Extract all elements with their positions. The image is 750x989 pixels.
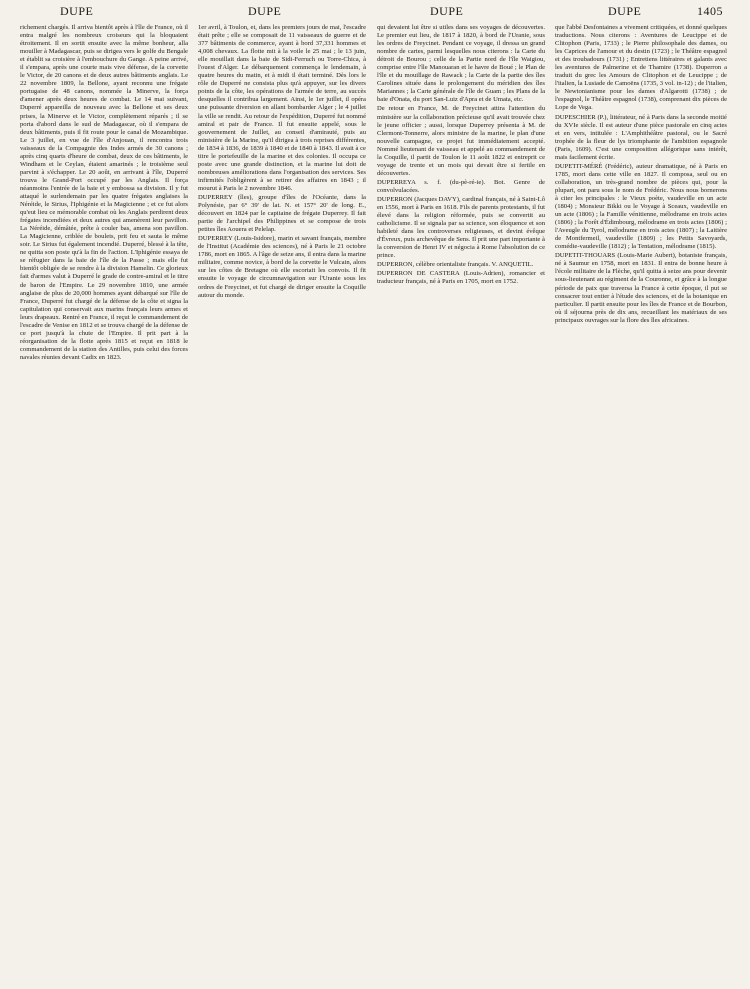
text-column-3 [377,24,545,982]
column-paragraph: DUPERREYA s. f. (du-pè-ré-ie). Bot. Genre de convolvulacées. [377,178,545,194]
column-paragraph: que l'abbé Desfontaines a vivement critiquées, et donné quelques traductions. Nous citerons : Aventures de Leucippe et de Clitophon (Paris, 1733) ; le Pierre philosophale des dames, ou les Caprices de l'amour et du destin (1723) ; le Théâtre espagnol et des troubadours (1731) ; Entretiens littéraires et galants avec les aventures de Palmerine et de Thamire (1738). Duperron a traduit du grec les Amours de Clitophon et de Leucippe ; de l'italien, la Lusiade de Camoëns (1735, 3 vol. in-12) ; de l'italien, le Newtonianisme pour les dames d'Algarotti (1738) ; de l'espagnol, le Théâtre espagnol (1738), comprenant dix pièces de Lope de Vega. [555,24,727,112]
column-paragraph: 1er avril, à Toulon, et, dans les premiers jours de mai, l'escadre était prête ; elle se composait de 11 vaisseaux de guerre et de 377 bâtiments de commerce, ayant à bord 37,331 hommes et 4,008 chevaux. La flotte mit à la voile le 25 mai ; le 13 juin, elle mouillait dans la baie de Sidi-Ferruch ou Torre-Chica, à l'ouest d'Alger. Le débarquement commença le lendemain, à quatre heures du matin, et à midi il était terminé. Dès lors le rôle de Duperré ne consista plus qu'à appuyer, sur les divers points de la côte, les opérations de l'armée de terre, au succès desquelles il contribua largement. Ainsi, le 1er juillet, il opéra une puissante diversion en allant bombarder Alger ; le 4 juillet la ville se rendit. Au retour de l'expédition, Duperré fut nommé amiral et pair de France. Il fut ensuite appelé, sous le gouvernement de Juillet, au conseil d'amirauté, puis au ministère de la Marine, qu'il dirigea à trois reprises différentes, de 1834 à 1836, de 1839 à 1840 et de 1840 à 1843. Il avait à ce titre le portefeuille de la marine et des colonies. Il occupa ce poste avec une grande distinction, et la marine lui doit de nombreuses améliorations dans l'organisation des services. Ses infirmités l'obligèrent à se retirer des affaires en 1843 ; il mourut à Paris le 2 novembre 1846. [198,24,366,192]
column-paragraph: richement chargés. Il arriva bientôt après à l'île de France, où il entra malgré les nombreux croiseurs qui la bloquaient étroitement. Il en sortit ensuite avec la même bonheur, alla mouiller à Madagascar, puis se dirigea vers le golfe du Bengale et établit sa croisière à l'embouchure du Gange. A peine arrivé, il s'empara, après une courte mais vive défense, de la corvette le Victor, de 20 canons et de deux autres bâtiments anglais. Le 22 novembre 1809, la Bellone, ayant reconnu une frégate portugaise de 48 canons, nommée la Minerve, la força d'amener après deux heures de combat. Le 14 mai suivant, Duperré appareilla de nouveau avec la Bellone et ses deux prises, la Minerve et le Victor, complètement réparés ; il se porta d'abord dans le sud de Madagascar, où il s'empara de deux bâtiments, puis il fit route pour le canal de Mozambique. Le 3 juillet, en vue de l'île d'Anjouan, il rencontra trois vaisseaux de la Compagnie des Indes armés de 30 canons ; après cinq quarts d'heure de combat, deux de ces bâtiments, le Windham et le Ceylan, étaient amarinés ; le troisième seul parvint à s'échapper. Le 20 août, en arrivant à l'île, Duperré trouva le Grand-Port occupé par les Anglais. Il força néanmoins l'entrée de la baie et y embossa sa division. Il y fut attaqué le surlendemain par les quatre frégates anglaises la Néréide, le Sirius, l'Iphigénie et la Magicienne ; et ce fut alors qu'eut lieu ce mémorable combat où les Anglais perdirent deux frégates incendiées et deux autres qui amenèrent leur pavillon. La Néréide, démâtée, prête à couler bas, amena son pavillon. La Magicienne, criblée de boulets, prit feu et sauta le même soir. Le Sirius fut également incendié. Duperré, blessé à la tête, ne quitta son poste qu'à la fin de l'action. L'Iphigénie essaya de se réfugier dans la baie de l'île de la Passe ; mais elle fut bientôt obligée de se rendre à la division Hamelin. Ce glorieux fait d'armes valut à Duperré le grade de contre-amiral et le titre de baron de l'Empire. Le 29 novembre 1810, une armée anglaise de plus de 20,000 hommes ayant débarqué sur l'île de France, Duperré fut chargé de la défense de la côte et signa la capitulation qui conservait aux marins français leurs armes et leurs drapeaux. Rentré en France, il reçut le commandement de l'escadre de Venise en 1812 et se trouva chargé de la défense de ce port jusqu'à la chute de l'Empire. Il prit part à la réorganisation de la flotte après 1815 et reçut en 1818 le commandement de la station des Antilles, puis celui des forces navales réunies devant Cadix en 1823. [20,24,188,361]
column-paragraph: qui devaient lui être si utiles dans ses voyages de découvertes. Le premier eut lieu, de 1817 à 1820, à bord de l'Uranie, sous les ordres de Freycinet. Pendant ce voyage, il dressa un grand nombre de cartes, parmi lesquelles nous citerons : la Carte du détroit de Bourou ; celle de la Partie nord de l'île Waigiou, comprise entre l'île Manouaran et le havre de Boué ; le Plan de l'île et du mouillage de Rawack ; la Carte de la partie des îles Carolines située dans le prolongement du méridien des îles Mariannes ; la Carte générale de l'île de Guam ; les Plans de la baie d'Onata, du port San-Luiz d'Apra et de Umata, etc. [377,24,545,104]
running-head-3: DUPE [430,4,464,18]
page-number: 1405 [697,4,723,18]
column-paragraph: De retour en France, M. de Freycinet attira l'attention du ministère sur la collaboration précieuse qu'il avait trouvée chez le jeune officier ; aussi, lorsque Duperrey présenta à M. de Clermont-Tonnerre, alors ministre de la marine, le plan d'une nouvelle campagne, ce projet fut immédiatement accepté. Nommé lieutenant de vaisseau et appelé au commandement de la Coquille, il partit de Toulon le 11 août 1822 et entreprit ce voyage de trente et un mois qui devait être si fertile en découvertes. [377,105,545,177]
running-head-4: DUPE [608,4,642,18]
running-head-2: DUPE [248,4,282,18]
text-column-2 [198,24,366,982]
column-paragraph: DUPERRON (Jacques DAVY), cardinal français, né à Saint-Lô en 1556, mort à Paris en 1618. Fils de parents protestants, il fut élevé dans la religion réformée, puis se convertit au catholicisme. Il se signala par sa science, son éloquence et son habileté dans les controverses religieuses, et devint évêque d'Évreux, puis archevêque de Sens. Il prit une part importante à la conversion de Henri IV et négocia à Rome l'absolution de ce prince. [377,195,545,260]
column-paragraph: DUPERRON DE CASTERA (Louis-Adrien), romancier et traducteur français, né à Paris en 1705, mort en 1752. [377,270,545,286]
page-header [0,4,750,24]
column-paragraph: DUPERREY (îles), groupe d'îles de l'Océanie, dans la Polynésie, par 6° 39' de lat. N. et 157° 20' de long. E., découvert en 1824 par le capitaine de frégate Duperrey. Il fait partie de l'archipel des Philippines et se compose de trois petites îles Aouera et Pelelap. [198,193,366,234]
text-column-4 [555,24,727,982]
running-head-1: DUPE [60,4,94,18]
text-column-1 [20,24,188,982]
column-paragraph: DUPERREY (Louis-Isidore), marin et savant français, membre de l'Institut (Académie des sciences), né à Paris le 21 octobre 1786, mort en 1865. A l'âge de seize ans, il entra dans la marine militaire, comme novice, à bord de la corvette le Vulcain, alors sur les côtes de Bretagne où elle escortait les convois. Il fit ensuite le voyage de circumnavigation sur l'Uranie sous les ordres de Freycinet, et fut chargé de diriger ensuite la Coquille autour du monde. [198,235,366,299]
column-paragraph: DUPERRON, célèbre orientaliste français. V. ANQUETIL. [377,261,534,269]
column-paragraph: DUPETIT-MÉRÉ (Frédéric), auteur dramatique, né à Paris en 1785, mort dans cette ville en 1827. Il composa, seul ou en collaboration, un très-grand nombre de pièces qui, pour la plupart, ont paru sous le nom de Frédéric. Nous nous bornerons à citer les principales : le Vieux poète, vaudeville en un acte (1804) ; Monsieur Bikki ou le Voyage à Sceaux, vaudeville en un acte (1806) ; la Famille vénitienne, mélodrame en trois actes (1806) ; la Forêt d'Édimbourg, mélodrame en trois actes (1806) ; l'Aveugle du Tyrol, mélodrame en trois actes (1807) ; la Laitière de Montfermeil, vaudeville (1809) ; les Petits Savoyards, comédie-vaudeville (1812) ; la Tentation, mélodrame (1815). [555,162,727,251]
column-paragraph: DUPETIT-THOUARS (Louis-Marie Aubert), botaniste français, né à Saumur en 1758, mort en 1831. Il entra de bonne heure à l'école militaire de la Flèche, qu'il quitta à seize ans pour devenir sous-lieutenant au régiment de la Couronne, et grâce à la longue période de paix que traversa la France à cette époque, il put se consacrer tout entier à l'étude des sciences, et de la botanique en particulier. Il partit ensuite pour les îles de France et de Bourbon, où il séjourna près de dix ans, recueillant les matériaux de ses principaux ouvrages sur la flore des îles africaines. [555,252,727,324]
column-paragraph: DUPESCHIER (P.), littérateur, né à Paris dans la seconde moitié du XVIe siècle. Il est auteur d'une pièce pastorale en cinq actes et en vers, intitulée : L'Amphithéâtre pastoral, ou le Sacré trophée de la fleur de lys triomphante de l'ambition espagnole (Paris, 1609). C'est une composition allégorique sans intérêt, mais facilement écrite. [555,113,727,161]
